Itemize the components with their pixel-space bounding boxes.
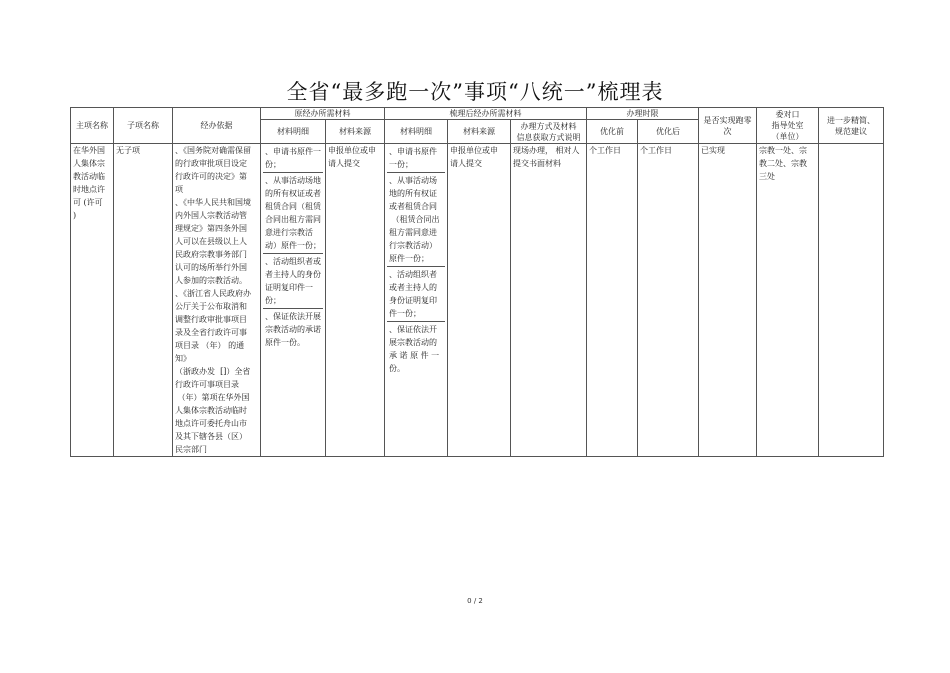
orig-material-item: 、申请书原件一 份； bbox=[263, 144, 323, 173]
new-source-cell: 申报单位或申 请人提交 bbox=[448, 144, 511, 457]
header-zero-run: 是否实现跑零 次 bbox=[699, 108, 757, 144]
header-new-source: 材料来源 bbox=[448, 120, 511, 144]
header-dept: 委对口 指导处室 （单位） bbox=[757, 108, 819, 144]
orig-list-cell bbox=[261, 144, 326, 457]
header-suggestion: 进一步精简、 规范建议 bbox=[819, 108, 884, 144]
header-after: 优化后 bbox=[638, 120, 699, 144]
orig-material-item: 、从事活动场地 的所有权证或者 租赁合同（租赁 合同出租方需同 意进行宗教活 动）原件一份； bbox=[263, 173, 323, 254]
suggestion-cell bbox=[819, 144, 884, 457]
zero-run-cell: 已实现 bbox=[699, 144, 757, 457]
main-item-cell: 在华外国 人集体宗 教活动临 时地点许 可 (许可 ) bbox=[71, 144, 114, 457]
orig-material-item: 、保证依法开展 宗教活动的承诺 原件一份。 bbox=[265, 312, 321, 347]
new-material-item: 、申请书原件 一份； bbox=[387, 144, 445, 173]
basis-cell: 、《国务院对确需保留 的行政审批项目设定 行政许可的决定》第 项 、《中华人民共和国境 内外国人宗教活动管 理规定》第四条外国 人可以在县级以上人 民政府宗教事务部门 认可的场所举行外国 人参加的宗教活动。 、《浙江省人民政府办 公厅关于公布取消和 调整行政审批事项目 录及全省行政许可事 项目录 （年） 的通知》 （浙政办发 []）全省 行政许可事项目录 （年）第项在华外国 人集体宗教活动临时 地点许可委托舟山市 及其下辖各县（区） 民宗部门 bbox=[173, 144, 261, 457]
new-list-cell bbox=[385, 144, 448, 457]
header-before: 优化前 bbox=[587, 120, 638, 144]
before-cell: 个工作日 bbox=[587, 144, 638, 457]
orig-material-item: 、活动组织者或 者主持人的身份 证明复印件一 份； bbox=[263, 254, 323, 309]
header-time-limit: 办理时限 bbox=[587, 108, 699, 120]
dept-cell: 宗教一处、宗 教二处、宗教 三处 bbox=[757, 144, 819, 457]
header-orig-list: 材料明细 bbox=[261, 120, 326, 144]
sub-item-cell: 无子项 bbox=[114, 144, 173, 457]
after-cell: 个工作日 bbox=[638, 144, 699, 457]
header-basis: 经办依据 bbox=[173, 108, 261, 144]
method-cell: 现场办理， 相对人 提交书面材料 bbox=[511, 144, 587, 457]
header-row-1 bbox=[71, 108, 884, 120]
document-title: 全省“最多跑一次”事项“八统一”梳理表 bbox=[286, 80, 664, 104]
new-material-item: 、保证依法开 展宗教活动的 承 诺 原 件 一 份。 bbox=[389, 325, 440, 373]
new-material-item: 、活动组织者 或者主持人的 身份证明复印 件一份； bbox=[387, 267, 445, 322]
header-main-item: 主项名称 bbox=[71, 108, 114, 144]
header-new-list: 材料明细 bbox=[385, 120, 448, 144]
header-sub-item: 子项名称 bbox=[114, 108, 173, 144]
orig-source-cell: 申报单位或申 请人提交 bbox=[326, 144, 385, 457]
sorting-table bbox=[70, 107, 884, 457]
table-row bbox=[71, 144, 884, 457]
header-original-materials: 原经办所需材料 bbox=[261, 108, 385, 120]
header-orig-source: 材料来源 bbox=[326, 120, 385, 144]
new-material-item: 、从事活动场 地的所有权证 或者租赁合同 （租赁合同出 租方需同意进 行宗教活动） 原件一份； bbox=[387, 173, 445, 267]
header-method: 办理方式及材料 信息获取方式说明 bbox=[511, 120, 587, 144]
header-new-materials: 梳理后经办所需材料 bbox=[385, 108, 587, 120]
page-number: 0 / 2 bbox=[467, 597, 483, 605]
